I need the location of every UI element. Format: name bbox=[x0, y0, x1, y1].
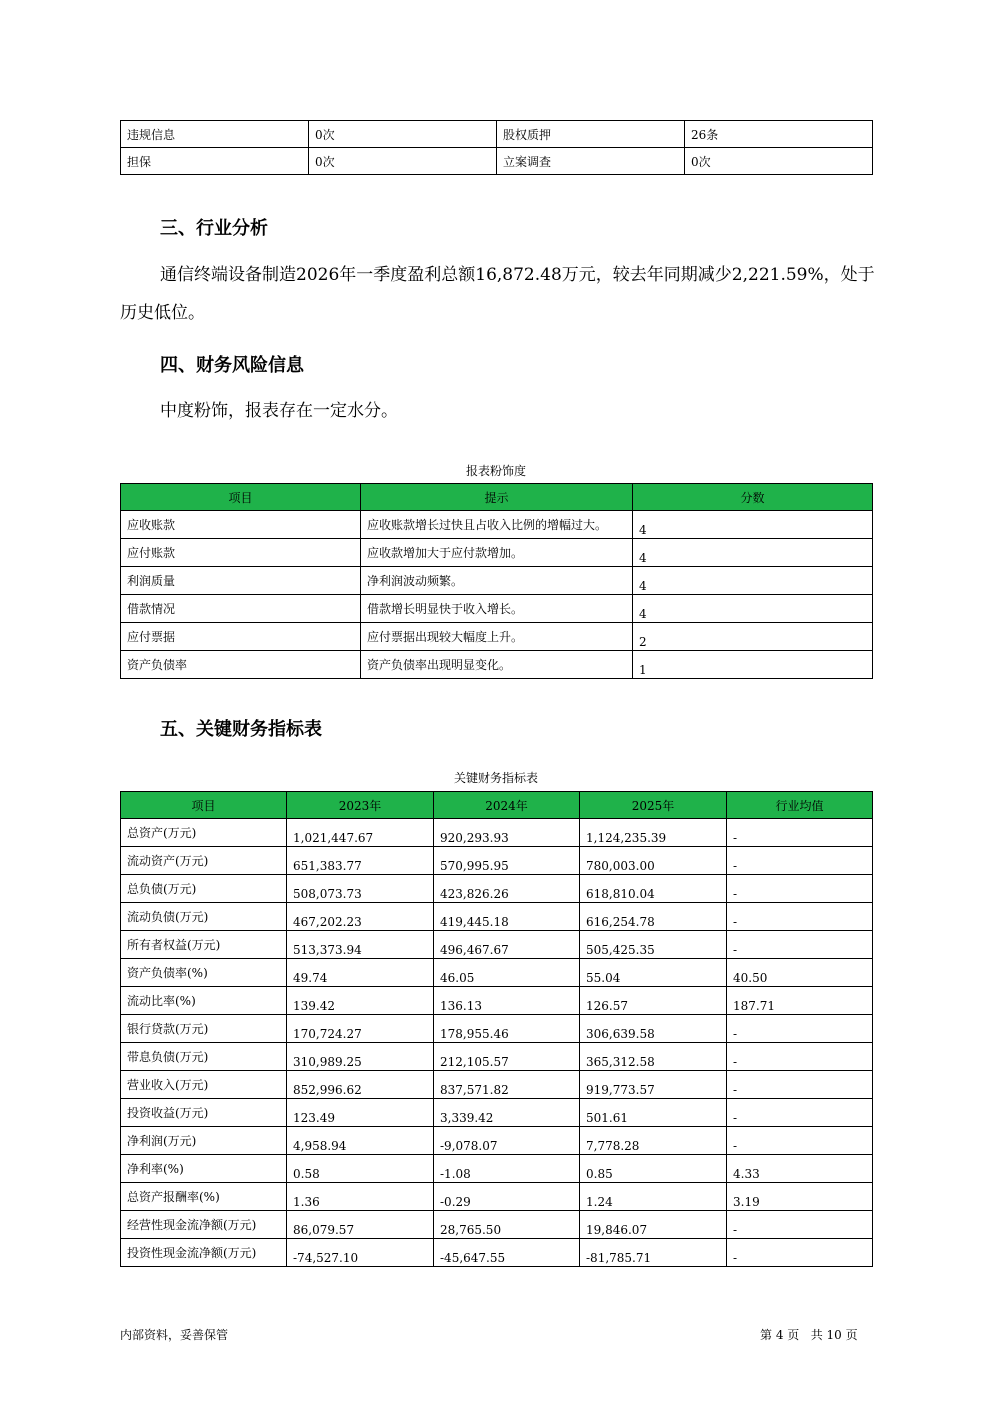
item-cell: 应付账款 bbox=[121, 539, 361, 567]
table-row bbox=[121, 959, 873, 987]
value-cell: 7,778.28 bbox=[580, 1127, 727, 1155]
value-cell: 496,467.67 bbox=[434, 931, 580, 959]
value-cell: - bbox=[727, 1211, 873, 1239]
column-header: 提示 bbox=[361, 484, 633, 511]
value-cell: 0次 bbox=[309, 121, 497, 148]
value-cell: 86,079.57 bbox=[287, 1211, 434, 1239]
column-header: 分数 bbox=[633, 484, 873, 511]
item-cell: 应付票据 bbox=[121, 623, 361, 651]
table-row bbox=[121, 1239, 873, 1267]
value-cell: 170,724.27 bbox=[287, 1015, 434, 1043]
value-cell: 4.33 bbox=[727, 1155, 873, 1183]
value-cell: 310,989.25 bbox=[287, 1043, 434, 1071]
value-cell: 123.49 bbox=[287, 1099, 434, 1127]
table-row bbox=[121, 1015, 873, 1043]
table-row bbox=[121, 539, 873, 567]
hint-cell: 应收账款增长过快且占收入比例的增幅过大。 bbox=[361, 511, 633, 539]
score-cell: 4 bbox=[633, 539, 873, 567]
risk-count-table bbox=[120, 120, 873, 175]
value-cell: - bbox=[727, 1239, 873, 1267]
item-cell: 营业收入(万元) bbox=[121, 1071, 287, 1099]
value-cell: 136.13 bbox=[434, 987, 580, 1015]
table-row bbox=[121, 567, 873, 595]
value-cell: 126.57 bbox=[580, 987, 727, 1015]
value-cell: 139.42 bbox=[287, 987, 434, 1015]
table-row bbox=[121, 595, 873, 623]
value-cell: 1,124,235.39 bbox=[580, 819, 727, 847]
value-cell: - bbox=[727, 1043, 873, 1071]
value-cell: -74,527.10 bbox=[287, 1239, 434, 1267]
value-cell: 616,254.78 bbox=[580, 903, 727, 931]
item-cell: 流动资产(万元) bbox=[121, 847, 287, 875]
value-cell: 618,810.04 bbox=[580, 875, 727, 903]
value-cell: 1.24 bbox=[580, 1183, 727, 1211]
item-cell: 总资产(万元) bbox=[121, 819, 287, 847]
value-cell: 467,202.23 bbox=[287, 903, 434, 931]
table-row bbox=[121, 651, 873, 679]
column-header: 2025年 bbox=[580, 792, 727, 819]
value-cell: - bbox=[727, 1127, 873, 1155]
value-cell: -81,785.71 bbox=[580, 1239, 727, 1267]
column-header: 2024年 bbox=[434, 792, 580, 819]
hint-cell: 资产负债率出现明显变化。 bbox=[361, 651, 633, 679]
item-cell: 所有者权益(万元) bbox=[121, 931, 287, 959]
value-cell: 26条 bbox=[685, 121, 873, 148]
hint-cell: 净利润波动频繁。 bbox=[361, 567, 633, 595]
item-cell: 总资产报酬率(%) bbox=[121, 1183, 287, 1211]
value-cell: 651,383.77 bbox=[287, 847, 434, 875]
value-cell: 49.74 bbox=[287, 959, 434, 987]
value-cell: -45,647.55 bbox=[434, 1239, 580, 1267]
value-cell: 46.05 bbox=[434, 959, 580, 987]
value-cell: - bbox=[727, 903, 873, 931]
value-cell: 40.50 bbox=[727, 959, 873, 987]
value-cell: 178,955.46 bbox=[434, 1015, 580, 1043]
label-cell: 股权质押 bbox=[497, 121, 685, 148]
hint-cell: 应收款增加大于应付款增加。 bbox=[361, 539, 633, 567]
item-cell: 总负债(万元) bbox=[121, 875, 287, 903]
label-cell: 违规信息 bbox=[121, 121, 309, 148]
table-row bbox=[121, 987, 873, 1015]
window-dressing-table bbox=[120, 483, 873, 679]
value-cell: -1.08 bbox=[434, 1155, 580, 1183]
value-cell: 0.58 bbox=[287, 1155, 434, 1183]
table-row bbox=[121, 875, 873, 903]
value-cell: 306,639.58 bbox=[580, 1015, 727, 1043]
table-row bbox=[121, 903, 873, 931]
column-header: 项目 bbox=[121, 792, 287, 819]
item-cell: 净利润(万元) bbox=[121, 1127, 287, 1155]
item-cell: 借款情况 bbox=[121, 595, 361, 623]
table-row bbox=[121, 847, 873, 875]
value-cell: 19,846.07 bbox=[580, 1211, 727, 1239]
item-cell: 净利率(%) bbox=[121, 1155, 287, 1183]
section-heading-industry: 三、行业分析 bbox=[160, 218, 268, 239]
item-cell: 流动比率(%) bbox=[121, 987, 287, 1015]
table-row bbox=[121, 1155, 873, 1183]
value-cell: 0次 bbox=[685, 148, 873, 175]
score-cell: 4 bbox=[633, 511, 873, 539]
item-cell: 投资收益(万元) bbox=[121, 1099, 287, 1127]
value-cell: - bbox=[727, 931, 873, 959]
table-row bbox=[121, 511, 873, 539]
section-heading-key-indicators: 五、关键财务指标表 bbox=[160, 719, 322, 740]
label-cell: 立案调查 bbox=[497, 148, 685, 175]
value-cell: 55.04 bbox=[580, 959, 727, 987]
item-cell: 资产负债率 bbox=[121, 651, 361, 679]
score-cell: 4 bbox=[633, 567, 873, 595]
item-cell: 银行贷款(万元) bbox=[121, 1015, 287, 1043]
value-cell: 513,373.94 bbox=[287, 931, 434, 959]
table-row bbox=[121, 148, 873, 175]
value-cell: 852,996.62 bbox=[287, 1071, 434, 1099]
footer-confidential: 内部资料，妥善保管 bbox=[120, 1328, 229, 1342]
value-cell: 187.71 bbox=[727, 987, 873, 1015]
value-cell: 780,003.00 bbox=[580, 847, 727, 875]
value-cell: 365,312.58 bbox=[580, 1043, 727, 1071]
value-cell: 505,425.35 bbox=[580, 931, 727, 959]
value-cell: - bbox=[727, 875, 873, 903]
section-heading-financial-risk: 四、财务风险信息 bbox=[160, 355, 304, 376]
value-cell: 28,765.50 bbox=[434, 1211, 580, 1239]
value-cell: 837,571.82 bbox=[434, 1071, 580, 1099]
value-cell: - bbox=[727, 819, 873, 847]
item-cell: 利润质量 bbox=[121, 567, 361, 595]
value-cell: 1.36 bbox=[287, 1183, 434, 1211]
value-cell: 0次 bbox=[309, 148, 497, 175]
label-cell: 担保 bbox=[121, 148, 309, 175]
score-cell: 1 bbox=[633, 651, 873, 679]
value-cell: 919,773.57 bbox=[580, 1071, 727, 1099]
value-cell: 501.61 bbox=[580, 1099, 727, 1127]
value-cell: 508,073.73 bbox=[287, 875, 434, 903]
table-row bbox=[121, 1211, 873, 1239]
risk-paragraph: 中度粉饰，报表存在一定水分。 bbox=[160, 401, 398, 421]
value-cell: - bbox=[727, 847, 873, 875]
value-cell: - bbox=[727, 1015, 873, 1043]
value-cell: 3,339.42 bbox=[434, 1099, 580, 1127]
table-row bbox=[121, 1043, 873, 1071]
value-cell: -9,078.07 bbox=[434, 1127, 580, 1155]
risk-table-caption: 报表粉饰度 bbox=[465, 464, 526, 478]
hint-cell: 应付票据出现较大幅度上升。 bbox=[361, 623, 633, 651]
table-row bbox=[121, 1183, 873, 1211]
value-cell: 3.19 bbox=[727, 1183, 873, 1211]
item-cell: 资产负债率(%) bbox=[121, 959, 287, 987]
value-cell: 4,958.94 bbox=[287, 1127, 434, 1155]
value-cell: 1,021,447.67 bbox=[287, 819, 434, 847]
value-cell: - bbox=[727, 1099, 873, 1127]
item-cell: 应收账款 bbox=[121, 511, 361, 539]
score-cell: 2 bbox=[633, 623, 873, 651]
column-header: 行业均值 bbox=[727, 792, 873, 819]
value-cell: 0.85 bbox=[580, 1155, 727, 1183]
column-header: 项目 bbox=[121, 484, 361, 511]
table-row bbox=[121, 819, 873, 847]
footer-page-number: 第 4 页 共 10 页 bbox=[760, 1328, 858, 1342]
table-row bbox=[121, 1127, 873, 1155]
value-cell: 423,826.26 bbox=[434, 875, 580, 903]
value-cell: 419,445.18 bbox=[434, 903, 580, 931]
value-cell: -0.29 bbox=[434, 1183, 580, 1211]
item-cell: 投资性现金流净额(万元) bbox=[121, 1239, 287, 1267]
value-cell: 212,105.57 bbox=[434, 1043, 580, 1071]
column-header: 2023年 bbox=[287, 792, 434, 819]
item-cell: 流动负债(万元) bbox=[121, 903, 287, 931]
hint-cell: 借款增长明显快于收入增长。 bbox=[361, 595, 633, 623]
table-row bbox=[121, 1099, 873, 1127]
value-cell: 920,293.93 bbox=[434, 819, 580, 847]
table-row bbox=[121, 121, 873, 148]
table-row bbox=[121, 931, 873, 959]
value-cell: 570,995.95 bbox=[434, 847, 580, 875]
industry-paragraph: 通信终端设备制造2026年一季度盈利总额16,872.48万元，较去年同期减少2,221.59%，处于历史低位。 bbox=[120, 265, 875, 323]
key-table-caption: 关键财务指标表 bbox=[453, 771, 538, 785]
score-cell: 4 bbox=[633, 595, 873, 623]
item-cell: 经营性现金流净额(万元) bbox=[121, 1211, 287, 1239]
table-row bbox=[121, 1071, 873, 1099]
value-cell: - bbox=[727, 1071, 873, 1099]
key-indicators-table bbox=[120, 791, 873, 1267]
item-cell: 带息负债(万元) bbox=[121, 1043, 287, 1071]
table-row bbox=[121, 623, 873, 651]
